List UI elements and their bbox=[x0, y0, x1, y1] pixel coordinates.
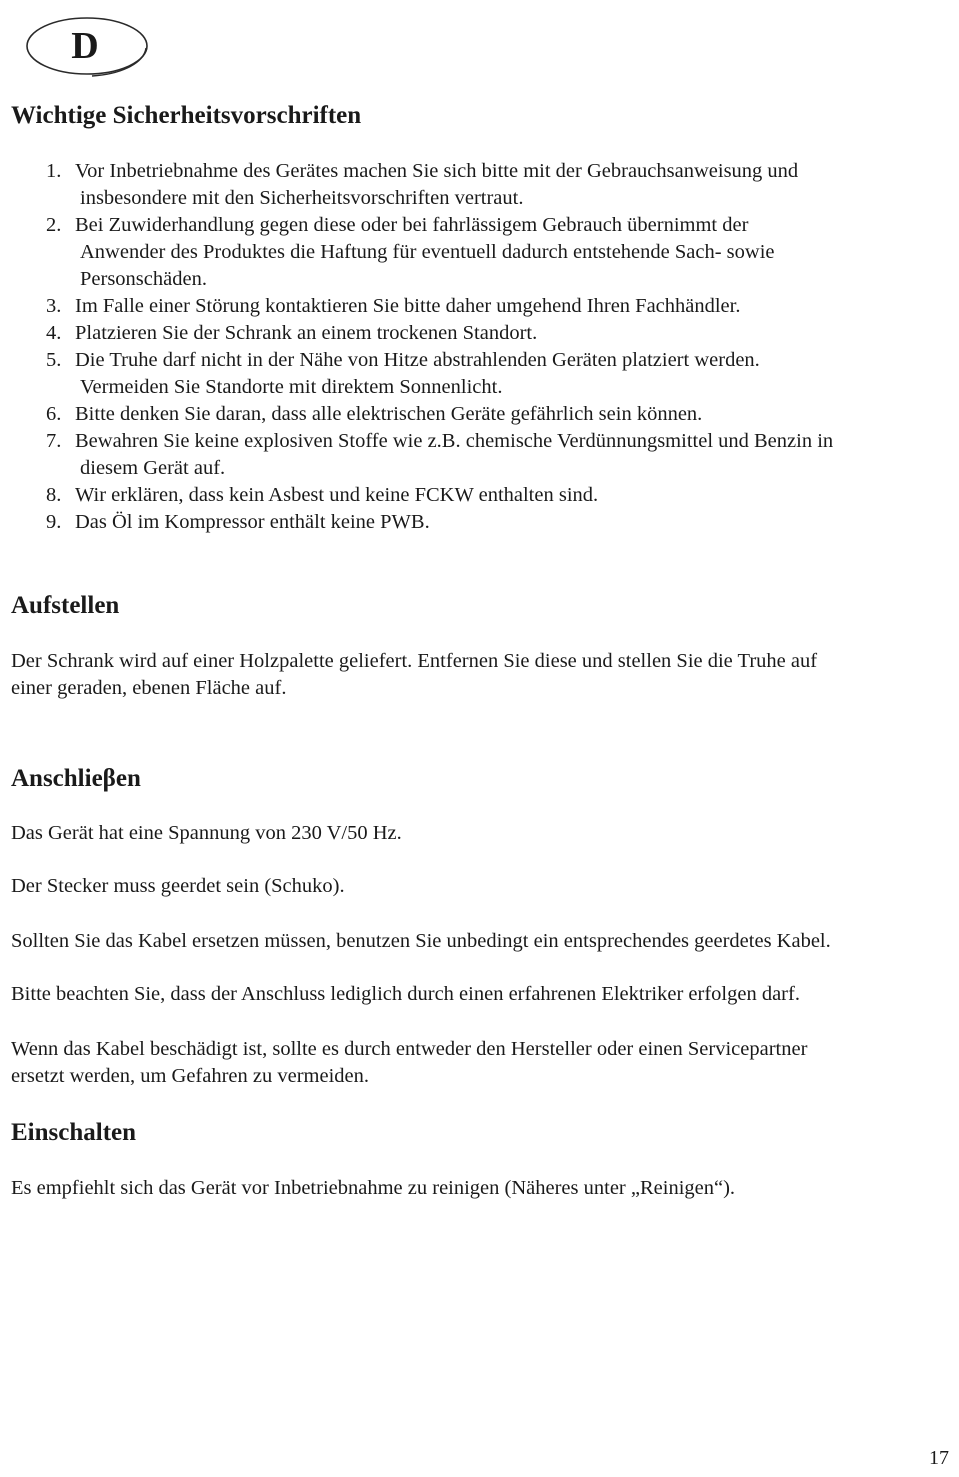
aufstellen-text-line-2: einer geraden, ebenen Fläche auf. bbox=[11, 677, 287, 699]
safety-item-line: Bitte denken Sie daran, dass alle elektrischen Geräte gefährlich sein können. bbox=[75, 403, 703, 425]
electrician-paragraph: Bitte beachten Sie, dass der Anschluss lediglich durch einen erfahrenen Elektriker erfolgen darf. bbox=[11, 983, 800, 1005]
safety-item-line: Die Truhe darf nicht in der Nähe von Hitze abstrahlenden Geräten platziert werden. bbox=[75, 349, 760, 371]
cable-replacement-paragraph: Sollten Sie das Kabel ersetzen müssen, benutzen Sie unbedingt ein entsprechendes geerdetes Kabel. bbox=[11, 930, 831, 952]
safety-item-number: 9. bbox=[46, 511, 62, 533]
voltage-paragraph: Das Gerät hat eine Spannung von 230 V/50 Hz. bbox=[11, 822, 402, 844]
safety-heading: Wichtige Sicherheitsvorschriften bbox=[11, 102, 362, 129]
aufstellen-heading: Aufstellen bbox=[11, 592, 120, 619]
safety-item-line: insbesondere mit den Sicherheitsvorschriften vertraut. bbox=[80, 187, 524, 209]
safety-item-line: Bewahren Sie keine explosiven Stoffe wie z.B. chemische Verdünnungsmittel und Benzin in bbox=[75, 430, 834, 452]
safety-item-number: 2. bbox=[46, 214, 62, 236]
safety-item bbox=[0, 509, 833, 536]
page-number: 17 bbox=[929, 1447, 949, 1469]
language-badge bbox=[24, 16, 150, 82]
safety-item bbox=[0, 401, 833, 428]
safety-item-number: 5. bbox=[46, 349, 62, 371]
anschliessen-heading: Anschlieβen bbox=[11, 765, 141, 792]
plug-paragraph: Der Stecker muss geerdet sein (Schuko). bbox=[11, 875, 345, 897]
safety-item-line: Wir erklären, dass kein Asbest und keine FCKW enthalten sind. bbox=[75, 484, 599, 506]
safety-item-number: 1. bbox=[46, 160, 62, 182]
safety-item-number: 4. bbox=[46, 322, 62, 344]
safety-item bbox=[0, 428, 833, 482]
safety-list bbox=[0, 158, 833, 536]
safety-item-line: Vermeiden Sie Standorte mit direktem Sonnenlicht. bbox=[80, 376, 503, 398]
safety-item-line: Vor Inbetriebnahme des Gerätes machen Sie sich bitte mit der Gebrauchsanweisung und bbox=[75, 160, 799, 182]
safety-item-number: 8. bbox=[46, 484, 62, 506]
language-letter: D bbox=[71, 25, 99, 67]
safety-item bbox=[0, 482, 833, 509]
einschalten-paragraph: Es empfiehlt sich das Gerät vor Inbetriebnahme zu reinigen (Näheres unter „Reinigen“). bbox=[11, 1177, 736, 1199]
safety-item-line: Personschäden. bbox=[80, 268, 207, 290]
safety-item-number: 7. bbox=[46, 430, 62, 452]
safety-item bbox=[0, 320, 833, 347]
safety-item-line: Anwender des Produktes die Haftung für eventuell dadurch entstehende Sach- sowie bbox=[80, 241, 775, 263]
damaged-cable-line-2: ersetzt werden, um Gefahren zu vermeiden. bbox=[11, 1065, 370, 1087]
einschalten-heading: Einschalten bbox=[11, 1119, 137, 1146]
safety-item-line: Im Falle einer Störung kontaktieren Sie bitte daher umgehend Ihren Fachhändler. bbox=[75, 295, 741, 317]
safety-item-line: Das Öl im Kompressor enthält keine PWB. bbox=[75, 511, 430, 533]
damaged-cable-line-1: Wenn das Kabel beschädigt ist, sollte es durch entweder den Hersteller oder einen Servicepartner bbox=[11, 1038, 808, 1060]
aufstellen-text-line-1: Der Schrank wird auf einer Holzpalette geliefert. Entfernen Sie diese und stellen Sie die Truhe auf bbox=[11, 650, 818, 672]
safety-item-line: diesem Gerät auf. bbox=[80, 457, 226, 479]
safety-item bbox=[0, 158, 833, 212]
safety-item-number: 6. bbox=[46, 403, 62, 425]
safety-item-line: Bei Zuwiderhandlung gegen diese oder bei fahrlässigem Gebrauch übernimmt der bbox=[75, 214, 749, 236]
safety-item-line: Platzieren Sie der Schrank an einem trockenen Standort. bbox=[75, 322, 538, 344]
safety-item bbox=[0, 212, 833, 293]
safety-item bbox=[0, 347, 833, 401]
safety-item-number: 3. bbox=[46, 295, 62, 317]
safety-item bbox=[0, 293, 833, 320]
